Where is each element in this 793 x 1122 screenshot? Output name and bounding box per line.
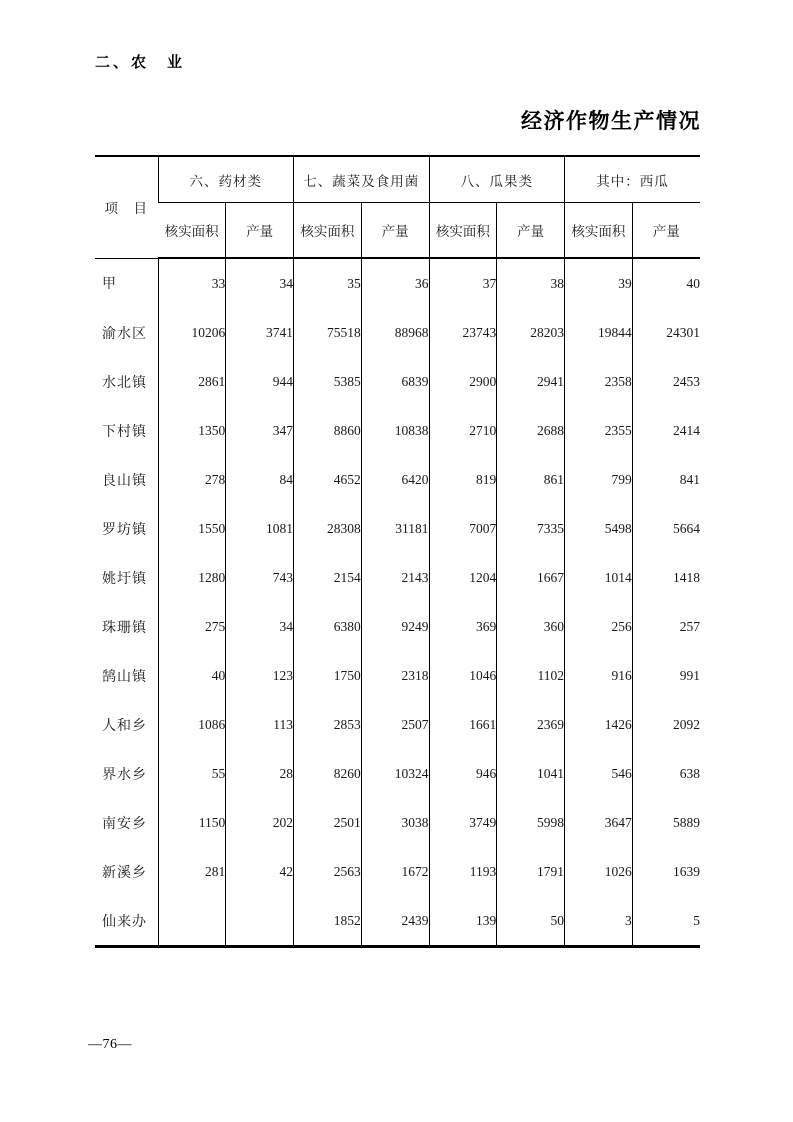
data-cell: 1639: [632, 847, 700, 896]
row-label: 仙来办: [102, 914, 147, 930]
column-group-header: 八、瓜果类: [429, 156, 565, 203]
row-label: 珠珊镇: [102, 620, 147, 636]
row-label: 罗坊镇: [102, 522, 147, 538]
data-cell: 944: [226, 357, 294, 406]
data-cell: 202: [226, 798, 294, 847]
data-cell: 6839: [361, 357, 429, 406]
data-cell: 84: [226, 455, 294, 504]
data-cell: 281: [158, 847, 226, 896]
data-cell: 7007: [429, 504, 497, 553]
data-cell: 2358: [565, 357, 633, 406]
data-cell: 2941: [497, 357, 565, 406]
header-subcolumn-row: [95, 203, 700, 259]
data-cell: 37: [429, 258, 497, 308]
column-group-header: 六、药材类: [158, 156, 294, 203]
data-cell: 3038: [361, 798, 429, 847]
data-cell: 1081: [226, 504, 294, 553]
data-cell: 1014: [565, 553, 633, 602]
data-cell: 3741: [226, 308, 294, 357]
data-cell: 916: [565, 651, 633, 700]
data-cell: 123: [226, 651, 294, 700]
data-cell: 33: [158, 258, 226, 308]
column-group-header: 其中：西瓜: [565, 156, 701, 203]
data-cell: 23743: [429, 308, 497, 357]
data-cell: 819: [429, 455, 497, 504]
row-label: 南安乡: [102, 816, 147, 832]
data-cell: 34: [226, 258, 294, 308]
data-cell: 546: [565, 749, 633, 798]
data-cell: 369: [429, 602, 497, 651]
data-cell: 799: [565, 455, 633, 504]
economic-crops-table: [95, 155, 700, 948]
data-cell: 347: [226, 406, 294, 455]
table-row: [95, 308, 700, 357]
row-label: 新溪乡: [102, 865, 147, 881]
table-row: [95, 749, 700, 798]
data-cell: 2900: [429, 357, 497, 406]
data-cell: 28203: [497, 308, 565, 357]
data-cell: 2501: [294, 798, 362, 847]
data-cell: 3749: [429, 798, 497, 847]
data-cell: 1193: [429, 847, 497, 896]
data-cell: 638: [632, 749, 700, 798]
section-header: 二、农 业: [95, 54, 186, 71]
data-cell: 1026: [565, 847, 633, 896]
data-cell: 75518: [294, 308, 362, 357]
sub-column-header: 核实面积: [429, 203, 497, 259]
data-cell: [226, 896, 294, 947]
data-cell: 38: [497, 258, 565, 308]
sub-column-header: 核实面积: [294, 203, 362, 259]
data-cell: 40: [158, 651, 226, 700]
row-label: 鹄山镇: [102, 669, 147, 685]
data-cell: 10206: [158, 308, 226, 357]
data-cell: 1667: [497, 553, 565, 602]
data-cell: 5385: [294, 357, 362, 406]
data-cell: 8260: [294, 749, 362, 798]
data-cell: 4652: [294, 455, 362, 504]
row-label: 渝水区: [102, 326, 147, 342]
data-cell: 19844: [565, 308, 633, 357]
data-cell: 1350: [158, 406, 226, 455]
row-label: 姚圩镇: [102, 571, 147, 587]
data-cell: 2453: [632, 357, 700, 406]
table-row: [95, 651, 700, 700]
data-cell: 257: [632, 602, 700, 651]
data-cell: 946: [429, 749, 497, 798]
data-cell: 1750: [294, 651, 362, 700]
table-row: [95, 700, 700, 749]
data-cell: 3647: [565, 798, 633, 847]
data-cell: 1418: [632, 553, 700, 602]
data-cell: 841: [632, 455, 700, 504]
sub-column-header: 产量: [632, 203, 700, 259]
data-cell: 40: [632, 258, 700, 308]
data-cell: 5889: [632, 798, 700, 847]
data-cell: 39: [565, 258, 633, 308]
data-cell: 2439: [361, 896, 429, 947]
data-cell: 5: [632, 896, 700, 947]
sub-column-header: 产量: [497, 203, 565, 259]
data-cell: 861: [497, 455, 565, 504]
data-cell: 743: [226, 553, 294, 602]
table-body: [95, 258, 700, 947]
data-cell: 2414: [632, 406, 700, 455]
data-cell: 5498: [565, 504, 633, 553]
data-cell: 3: [565, 896, 633, 947]
data-cell: 2143: [361, 553, 429, 602]
sub-column-header: 产量: [226, 203, 294, 259]
data-cell: 28: [226, 749, 294, 798]
page-title: 经济作物生产情况: [521, 110, 701, 133]
row-label: 甲: [102, 277, 117, 293]
sub-column-header: 产量: [361, 203, 429, 259]
table-row: [95, 455, 700, 504]
data-cell: 1086: [158, 700, 226, 749]
data-cell: 360: [497, 602, 565, 651]
row-label: 界水乡: [102, 767, 147, 783]
data-cell: 35: [294, 258, 362, 308]
data-cell: 10324: [361, 749, 429, 798]
table-row: [95, 357, 700, 406]
data-cell: 50: [497, 896, 565, 947]
data-cell: 2507: [361, 700, 429, 749]
data-cell: 36: [361, 258, 429, 308]
data-cell: 2369: [497, 700, 565, 749]
data-cell: 2710: [429, 406, 497, 455]
data-cell: 1661: [429, 700, 497, 749]
data-cell: 9249: [361, 602, 429, 651]
table-header: [95, 156, 700, 258]
data-cell: 5664: [632, 504, 700, 553]
data-cell: 31181: [361, 504, 429, 553]
data-cell: 1150: [158, 798, 226, 847]
table-row: [95, 847, 700, 896]
table-row: [95, 258, 700, 308]
data-cell: 8860: [294, 406, 362, 455]
data-cell: [158, 896, 226, 947]
data-cell: 55: [158, 749, 226, 798]
data-cell: 2154: [294, 553, 362, 602]
data-cell: 7335: [497, 504, 565, 553]
data-cell: 6380: [294, 602, 362, 651]
data-cell: 24301: [632, 308, 700, 357]
sub-column-header: 核实面积: [158, 203, 226, 259]
data-cell: 42: [226, 847, 294, 896]
data-cell: 256: [565, 602, 633, 651]
data-cell: 2355: [565, 406, 633, 455]
table-row: [95, 896, 700, 947]
data-cell: 1791: [497, 847, 565, 896]
data-cell: 88968: [361, 308, 429, 357]
row-label: 良山镇: [102, 473, 147, 489]
table-row: [95, 798, 700, 847]
page-number: —76—: [88, 1037, 132, 1052]
data-cell: 991: [632, 651, 700, 700]
data-cell: 278: [158, 455, 226, 504]
data-cell: 2853: [294, 700, 362, 749]
data-cell: 5998: [497, 798, 565, 847]
column-group-header: 七、蔬菜及食用菌: [294, 156, 430, 203]
data-cell: 1672: [361, 847, 429, 896]
data-cell: 2563: [294, 847, 362, 896]
data-cell: 1550: [158, 504, 226, 553]
data-cell: 1280: [158, 553, 226, 602]
row-label: 水北镇: [102, 375, 147, 391]
data-cell: 2688: [497, 406, 565, 455]
table-row: [95, 504, 700, 553]
row-label: 下村镇: [102, 424, 147, 440]
item-column-header: 项 目: [95, 156, 158, 258]
data-cell: 28308: [294, 504, 362, 553]
data-cell: 113: [226, 700, 294, 749]
table-row: [95, 406, 700, 455]
data-cell: 1204: [429, 553, 497, 602]
data-cell: 1852: [294, 896, 362, 947]
data-cell: 139: [429, 896, 497, 947]
data-cell: 1102: [497, 651, 565, 700]
row-label: 人和乡: [102, 718, 147, 734]
data-cell: 6420: [361, 455, 429, 504]
data-cell: 275: [158, 602, 226, 651]
data-cell: 2861: [158, 357, 226, 406]
data-cell: 1426: [565, 700, 633, 749]
sub-column-header: 核实面积: [565, 203, 633, 259]
table-row: [95, 553, 700, 602]
data-cell: 10838: [361, 406, 429, 455]
data-cell: 34: [226, 602, 294, 651]
data-cell: 1046: [429, 651, 497, 700]
table-row: [95, 602, 700, 651]
header-group-row: [95, 156, 700, 203]
data-cell: 2092: [632, 700, 700, 749]
data-cell: 1041: [497, 749, 565, 798]
data-cell: 2318: [361, 651, 429, 700]
